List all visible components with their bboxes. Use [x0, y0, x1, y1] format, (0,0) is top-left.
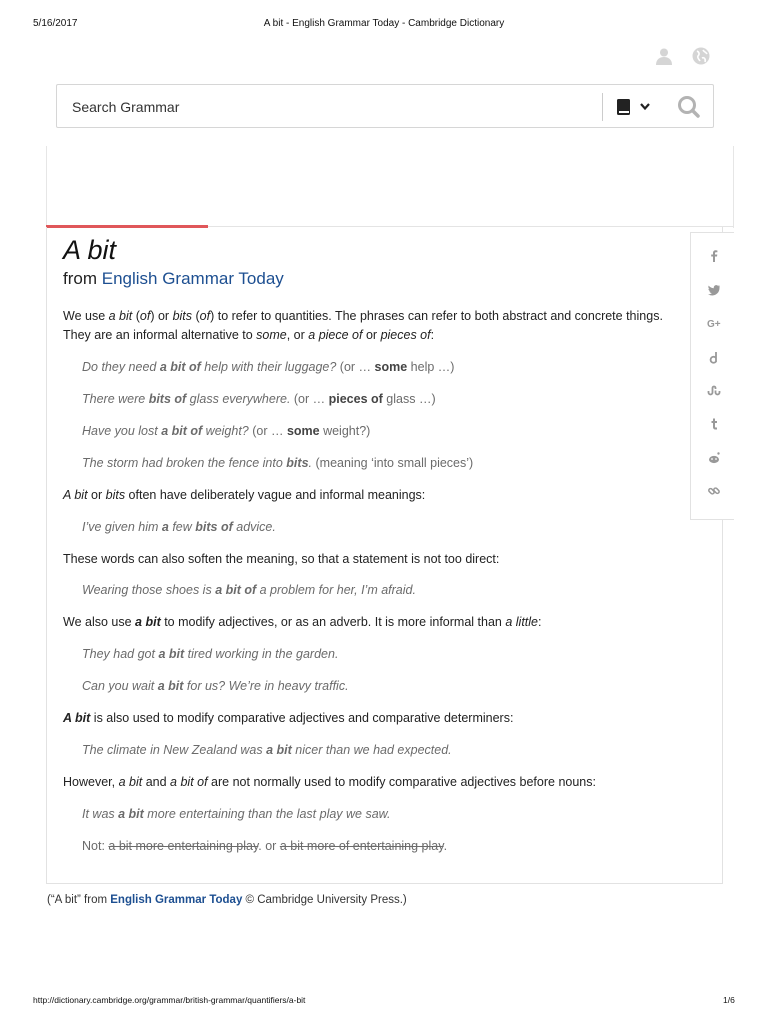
stumbleupon-icon[interactable]: [707, 383, 721, 397]
paragraph: These words can also soften the meaning, so that a statement is not too direct:: [63, 552, 500, 566]
facebook-icon[interactable]: [707, 249, 721, 263]
print-date: 5/16/2017: [33, 18, 78, 29]
entry-source: [63, 269, 284, 289]
example-sentence: Can you wait a bit for us? We’re in heavy traffic.: [82, 679, 349, 693]
entry-title: A bit: [63, 235, 117, 265]
example-sentence: They had got a bit tired working in the garden.: [82, 647, 339, 661]
example-sentence: The climate in New Zealand was a bit nicer than we had expected.: [82, 743, 452, 757]
chevron-down-icon: [641, 104, 649, 109]
print-page-number: 1/6: [723, 995, 735, 1005]
tumblr-icon[interactable]: [707, 417, 721, 431]
google-plus-icon[interactable]: [707, 316, 721, 330]
entry-source-link[interactable]: English Grammar Today: [101, 269, 284, 288]
search-bar[interactable]: [56, 84, 714, 128]
example-sentence: There were bits of glass everywhere. (or … pieces of glass …): [82, 392, 436, 406]
print-footer: [0, 995, 768, 1009]
paragraph: A bit or bits often have deliberately vague and informal meanings:: [63, 488, 426, 502]
entry-panel: [46, 227, 723, 884]
citation-prefix: (“A bit” from: [47, 894, 111, 906]
print-header: [0, 18, 768, 32]
example-sentence: Have you lost a bit of weight? (or … some weight?): [82, 424, 371, 438]
share-sidebar: [690, 232, 734, 520]
globe-icon[interactable]: [691, 46, 711, 66]
reddit-icon[interactable]: [707, 451, 721, 465]
link-icon[interactable]: [707, 484, 721, 498]
search-icon[interactable]: [667, 84, 713, 128]
example-sentence: I’ve given him a few bits of advice.: [82, 520, 276, 534]
entry-source-prefix: from: [63, 269, 102, 288]
print-url: http://dictionary.cambridge.org/grammar/british-grammar/quantifiers/a-bit: [33, 995, 306, 1005]
paragraph: A bit is also used to modify comparative adjectives and comparative determiners:: [63, 711, 514, 725]
incorrect-example: Not: a bit more entertaining play. or a bit more of entertaining play.: [82, 839, 448, 853]
example-sentence: The storm had broken the fence into bits. (meaning ‘into small pieces’): [82, 456, 474, 470]
print-title: A bit - English Grammar Today - Cambridge Dictionary: [263, 18, 505, 29]
twitter-icon[interactable]: [707, 283, 721, 297]
example-sentence: Do they need a bit of help with their luggage? (or … some help …): [82, 360, 455, 374]
search-input[interactable]: Search Grammar: [72, 99, 180, 115]
dictionary-select[interactable]: [615, 98, 655, 116]
top-icons: [654, 46, 714, 70]
example-sentence: Wearing those shoes is a bit of a problem for her, I’m afraid.: [82, 583, 416, 597]
search-divider: [602, 93, 603, 121]
svg-text:G+: G+: [707, 319, 721, 330]
paragraph: We also use a bit to modify adjectives, or as an adverb. It is more informal than a little:: [63, 615, 542, 629]
paragraph: We use a bit (of) or bits (of) to refer to quantities. The phrases can refer to both abstract and concrete things. They are an informal alternative to some, or a piece of or pieces of:: [63, 309, 663, 342]
citation-suffix: © Cambridge University Press.): [242, 894, 407, 906]
user-icon[interactable]: [654, 46, 674, 66]
paragraph: However, a bit and a bit of are not normally used to modify comparative adjectives before nouns:: [63, 775, 596, 789]
book-icon: [617, 99, 630, 115]
citation-link[interactable]: English Grammar Today: [110, 894, 243, 906]
delicious-icon[interactable]: [707, 350, 721, 364]
citation: [47, 894, 407, 906]
ad-area: [46, 146, 734, 228]
example-sentence: It was a bit more entertaining than the last play we saw.: [82, 807, 391, 821]
